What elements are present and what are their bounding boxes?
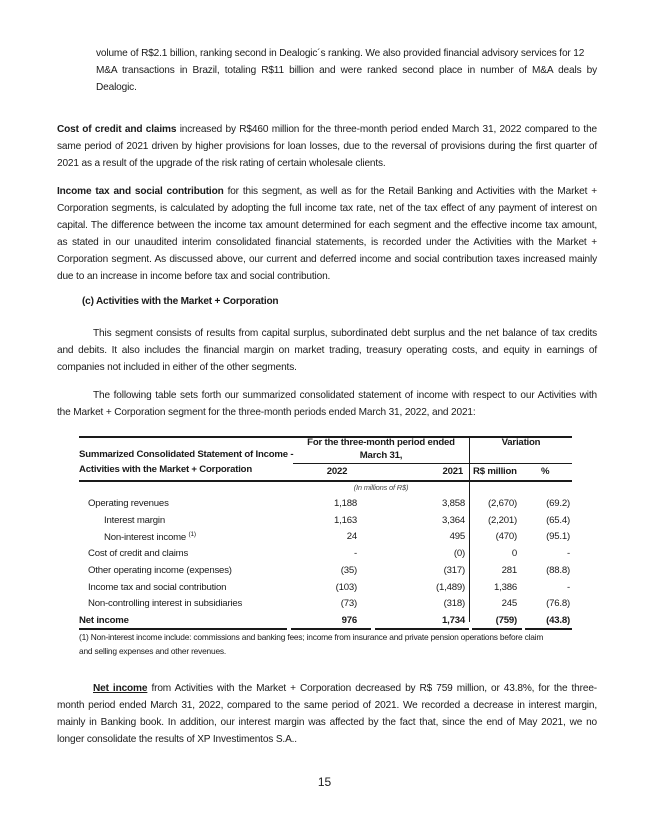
value-variation: 281	[501, 564, 517, 576]
segment-description-paragraph: This segment consists of results from capital surplus, subordinated debt surplus and the net balance of tax credits and debits. It also includes the financial margin on market trading, treasury operating costs, and equity in earnings of companies not included in either of the other segments.	[57, 328, 597, 373]
value-2022: 1,163	[333, 514, 357, 526]
page-number: 15	[317, 775, 332, 789]
table-vertical-divider	[469, 436, 470, 622]
cost-of-credit-paragraph	[57, 121, 597, 172]
intro-continuation-paragraph	[96, 45, 597, 96]
row-label-with-footnote	[104, 531, 196, 543]
value-variation-pct: (69.2)	[546, 498, 570, 509]
variation-header-rule	[470, 463, 572, 464]
value-variation-pct: (88.8)	[546, 564, 570, 576]
value-variation: (2,670)	[488, 498, 517, 509]
value-variation: 245	[501, 598, 517, 610]
row-label: Income tax and social contribution	[88, 581, 227, 593]
period-header-line-1: For the three-month period ended	[307, 437, 455, 448]
row-label: Interest margin	[104, 514, 165, 526]
value-variation-pct: (95.1)	[546, 531, 570, 543]
income-tax-term: Income tax and social contribution	[57, 186, 224, 197]
value-2021: 3,858	[441, 498, 465, 509]
units-note: (In millions of R$)	[353, 483, 409, 492]
section-heading: (c) Activities with the Market + Corporation	[82, 296, 279, 307]
table-intro-paragraph: The following table sets forth our summarized consolidated statement of income with respect to our Activities with the Market + Corporation segment for the three-month periods ended March 31, 2022, and 2021:	[57, 390, 597, 418]
footnote-marker: (1)	[188, 531, 196, 539]
table-footnote	[79, 630, 579, 658]
value-2022: -	[354, 548, 357, 560]
value-2022: 976	[341, 614, 357, 626]
value-2022: (35)	[340, 564, 357, 576]
period-header	[293, 436, 469, 462]
value-variation: (759)	[495, 614, 517, 626]
cost-of-credit-text: increased by R$460 million for the three-month period ended March 31, 2022 compared to the same period of 2021 driven by higher provisions for loan losses, due to the reversal of provisions during the first quarter of 2021 as a result of the upgrade of the risk rating of certain wholesale clients.	[57, 124, 597, 169]
variation-header: Variation	[501, 437, 541, 448]
value-variation-pct: -	[567, 581, 570, 593]
table-title-line-2: Activities with the Market + Corporation	[79, 464, 252, 475]
value-2021: 495	[449, 531, 465, 543]
footnote-line-2: and selling expenses and other revenues.	[79, 646, 227, 656]
column-header-rule	[79, 480, 572, 482]
net-income-text: from Activities with the Market + Corporation decreased by R$ 759 million, or 43.8%, for the three-month period ended March 31, 2022, compared to the same period of 2021. We recorded a decrease in interest margin, mainly in Banking book. In addition, our interest margin was affected by the fact that, since the end of May 2021, we no longer consolidate the results of XP Investimentos S.A..	[57, 683, 597, 745]
value-variation-pct: (43.8)	[546, 614, 570, 626]
value-2021: (318)	[443, 598, 465, 610]
value-2021: 1,734	[441, 614, 465, 626]
period-header-rule	[293, 463, 469, 464]
income-tax-paragraph	[57, 183, 597, 285]
row-label: Cost of credit and claims	[88, 548, 189, 560]
table-title	[79, 447, 293, 477]
value-2022: (103)	[335, 581, 357, 593]
cost-of-credit-term: Cost of credit and claims	[57, 124, 177, 135]
row-label: Net income	[79, 614, 129, 626]
value-2022: 1,188	[333, 498, 357, 509]
intro-line-2: M&A transactions in Brazil, totaling R$11 billion and were ranked second place in number of M&A deals by Dealogic.	[96, 65, 597, 93]
income-tax-text: for this segment, as well as for the Retail Banking and Activities with the Market + Corporation segments, is calculated by adopting the full income tax rate, net of the tax effect of any payment of interest on capital. The difference between the income tax amount determined for each segment and the effective income tax amount, as stated in our unaudited interim consolidated financial statements, is recorded under the Activities with the Market + Corporation segment. As discussed above, our current and deferred income and social contribution taxes increased mainly due to an increase in income before tax and social contribution.	[57, 186, 597, 282]
value-2021: (317)	[443, 564, 465, 576]
col-header-rs-million: R$ million	[473, 466, 517, 477]
value-variation: (2,201)	[488, 514, 517, 526]
value-2021: 3,364	[441, 514, 465, 526]
row-label: Non-controlling interest in subsidiaries	[88, 598, 243, 610]
value-variation: (470)	[495, 531, 517, 543]
col-header-2022: 2022	[326, 466, 348, 477]
table-title-line-1: Summarized Consolidated Statement of Income -	[79, 449, 294, 460]
col-header-2021: 2021	[442, 466, 463, 477]
value-2022: (73)	[340, 598, 357, 610]
footnote-line-1: (1) Non-interest income include: commissions and banking fees; income from insurance and private pension operations before claim	[79, 632, 544, 642]
net-income-term: Net income	[93, 683, 148, 694]
period-header-line-2: March 31,	[359, 450, 403, 461]
col-header-pct: %	[541, 466, 550, 477]
row-label: Operating revenues	[88, 498, 169, 509]
value-variation-pct: (65.4)	[546, 514, 570, 526]
value-2021: (0)	[453, 548, 465, 560]
intro-line-1: volume of R$2.1 billion, ranking second in Dealogic´s ranking. We also provided financial advisory services for 12	[96, 48, 585, 59]
value-2022: 24	[346, 531, 357, 543]
value-2021: (1,489)	[436, 581, 465, 593]
value-variation-pct: -	[567, 548, 570, 560]
value-variation: 0	[511, 548, 517, 560]
row-label: Other operating income (expenses)	[88, 564, 232, 576]
value-variation: 1,386	[493, 581, 517, 593]
value-variation-pct: (76.8)	[546, 598, 570, 610]
net-income-paragraph	[57, 680, 597, 748]
row-label: Non-interest income	[104, 532, 187, 544]
